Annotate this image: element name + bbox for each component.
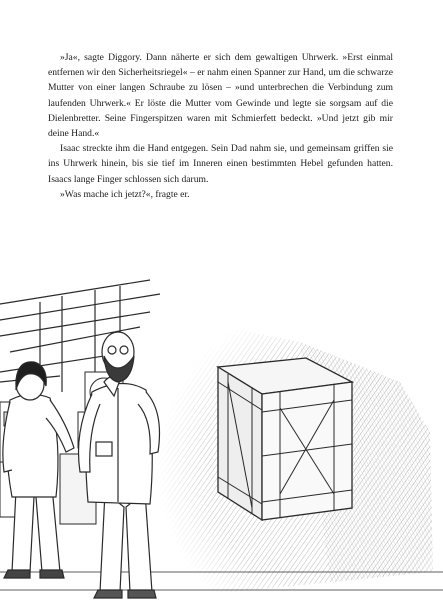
illustration (0, 272, 443, 600)
paragraph: »Was mache ich jetzt?«, fragte er. (60, 188, 190, 200)
wooden-crate (218, 358, 352, 520)
body-text (48, 50, 393, 202)
paragraph: Isaac streckte ihm die Hand entgegen. Sein Dad nahm sie, und gemeinsam griffen sie ins Uhrwerk hinein, bis sie tief im Inneren einen bestimmten Hebel gefunden hatten. Isaacs lange Finger schlossen sich darum. (48, 143, 393, 185)
paragraph: »Ja«, sagte Diggory. Dann näherte er sich dem gewaltigen Uhrwerk. »Erst einmal entfernen wir den Sicherheitsriegel« – er nahm einen Spanner zur Hand, um die schwarze Mutter von einer langen Schraube zu lösen – »und unterbrechen die Verbindung zum laufenden Uhrwerk.« Er löste die Mutter vom Gewinde und legte sie sorgsam auf die Dielenbretter. Seine Fingerspitzen waren mit Schmierfett bedeckt. »Und jetzt gib mir deine Hand.« (48, 52, 393, 140)
